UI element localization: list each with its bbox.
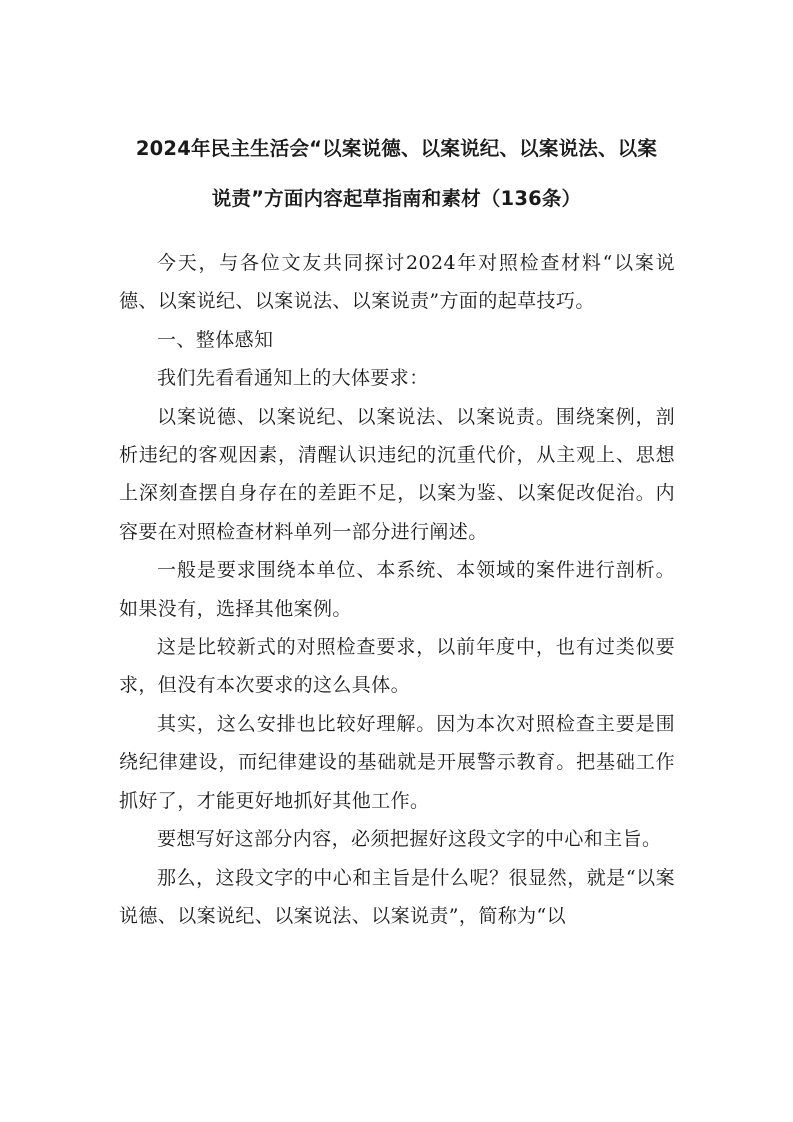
document-title	[100, 124, 693, 224]
paragraph-theme: 那么，这段文字的中心和主旨是什么呢？很显然，就是“以案说德、以案说纪、以案说法、以案说责”，简称为“以	[119, 866, 675, 927]
title-line-1: 2024年民主生活会“以案说德、以案说纪、以案说法、以案	[135, 137, 658, 160]
paragraph-intro: 今天，与各位文友共同探讨2024年对照检查材料“以案说德、以案说纪、以案说法、以案说责”方面的起草技巧。	[119, 252, 675, 313]
title-line-2: 说责”方面内容起草指南和素材（136条）	[211, 187, 582, 210]
paragraph-requirements: 以案说德、以案说纪、以案说法、以案说责。围绕案例，剖析违纪的客观因素，清醒认识违纪的沉重代价，从主观上、思想上深刻查摆自身存在的差距不足，以案为鉴、以案促改促治。内容要在对照检查材料单列一部分进行阐述。	[119, 405, 675, 543]
paragraph-reasoning: 其实，这么安排也比较好理解。因为本次对照检查主要是围绕纪律建设，而纪律建设的基础就是开展警示教育。把基础工作抓好了，才能更好地抓好其他工作。	[119, 712, 675, 812]
paragraph-requirements-lead: 我们先看看通知上的大体要求：	[157, 367, 429, 390]
document-body	[119, 244, 675, 935]
section-heading: 一、整体感知	[157, 328, 274, 351]
paragraph-scope: 一般是要求围绕本单位、本系统、本领域的案件进行剖析。如果没有，选择其他案例。	[119, 559, 675, 620]
paragraph-key-point: 要想写好这部分内容，必须把握好这段文字的中心和主旨。	[157, 828, 662, 851]
paragraph-new-style: 这是比较新式的对照检查要求，以前年度中，也有过类似要求，但没有本次要求的这么具体。	[119, 636, 675, 697]
